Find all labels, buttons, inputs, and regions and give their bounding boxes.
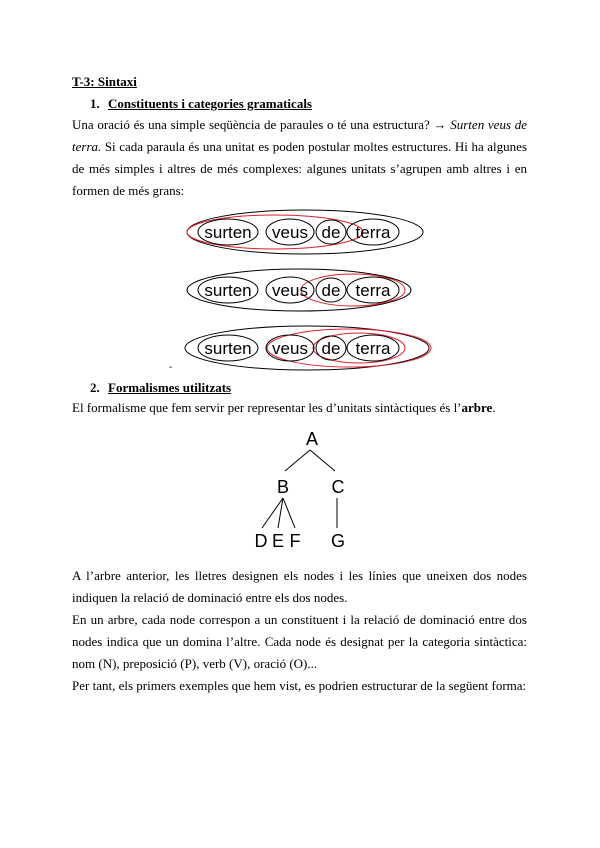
row1-word-surten: surten: [204, 223, 252, 242]
section-2-heading: [90, 378, 231, 398]
paragraph-node-categories: En un arbre, cada node correspon a un constituent i la relació de dominació entre dos nodes indica que un domina l’altre. Cada node és designat per la categoria sintàctica: nom (N), preposició (P), verb (V), oració (O)...: [72, 612, 527, 671]
row2-word-de: de: [321, 281, 341, 300]
edge-A-B: [285, 450, 310, 471]
para-lead: Una oració és una simple seqüència de paraules o té una estructura? →: [72, 117, 451, 132]
section-1-number: 1.: [90, 96, 100, 111]
row2-word-veus: veus: [272, 281, 308, 300]
edge-B-D: [262, 498, 283, 528]
paragraph-tree-explanation: A l’arbre anterior, les lletres designen els nodes i les línies que uneixen dos nodes indiquen la relació de dominació entre els dos nodes.: [72, 568, 527, 605]
row1-word-de: de: [321, 223, 341, 242]
intro-lead: El formalisme que fem servir per representar les d’unitats sintàctiques és l’: [72, 400, 462, 415]
row3-word-de: de: [321, 339, 341, 358]
row3-word-veus: veus: [272, 339, 308, 358]
node-E: E: [271, 531, 285, 551]
stray-mark: -: [169, 362, 173, 373]
section-2-title: Formalismes utilitzats: [108, 380, 232, 395]
row2-word-terra: terra: [355, 281, 391, 300]
node-D: D: [254, 531, 268, 551]
node-C: C: [331, 477, 345, 497]
section-1-title: Constituents i categories gramaticals: [108, 96, 312, 111]
section-1-paragraph: [72, 114, 527, 202]
node-A: A: [305, 429, 319, 449]
section-2-number: 2.: [90, 380, 100, 395]
intro-bold-arbre: arbre: [461, 400, 493, 415]
constituent-ellipse-diagram: [169, 200, 435, 373]
paragraph-conclusion: Per tant, els primers exemples que hem vist, es podrien estructurar de la següent forma:: [72, 678, 527, 693]
row3-word-terra: terra: [355, 339, 391, 358]
tree-diagram: [240, 425, 370, 555]
section-1-heading: [90, 94, 312, 114]
node-B: B: [276, 477, 290, 497]
row3-word-surten: surten: [204, 339, 252, 358]
intro-end: .: [492, 400, 496, 415]
document-title: T-3: Sintaxi: [72, 74, 137, 89]
row1-word-veus: veus: [272, 223, 308, 242]
para-rest: Si cada paraula és una unitat es poden postular moltes estructures. Hi ha algunes de més simples i altres de més complexes: algunes unitats s’agrupen amb altres i en formen de més grans:: [72, 139, 527, 198]
section-2-intro: [72, 398, 496, 418]
edge-A-C: [310, 450, 335, 471]
edge-B-F: [283, 498, 295, 528]
node-F: F: [289, 531, 301, 551]
edge-B-E: [278, 498, 283, 528]
para-example: Surten veus de terra.: [72, 117, 527, 154]
node-G: G: [330, 531, 346, 551]
row2-word-surten: surten: [204, 281, 252, 300]
row1-word-terra: terra: [355, 223, 391, 242]
